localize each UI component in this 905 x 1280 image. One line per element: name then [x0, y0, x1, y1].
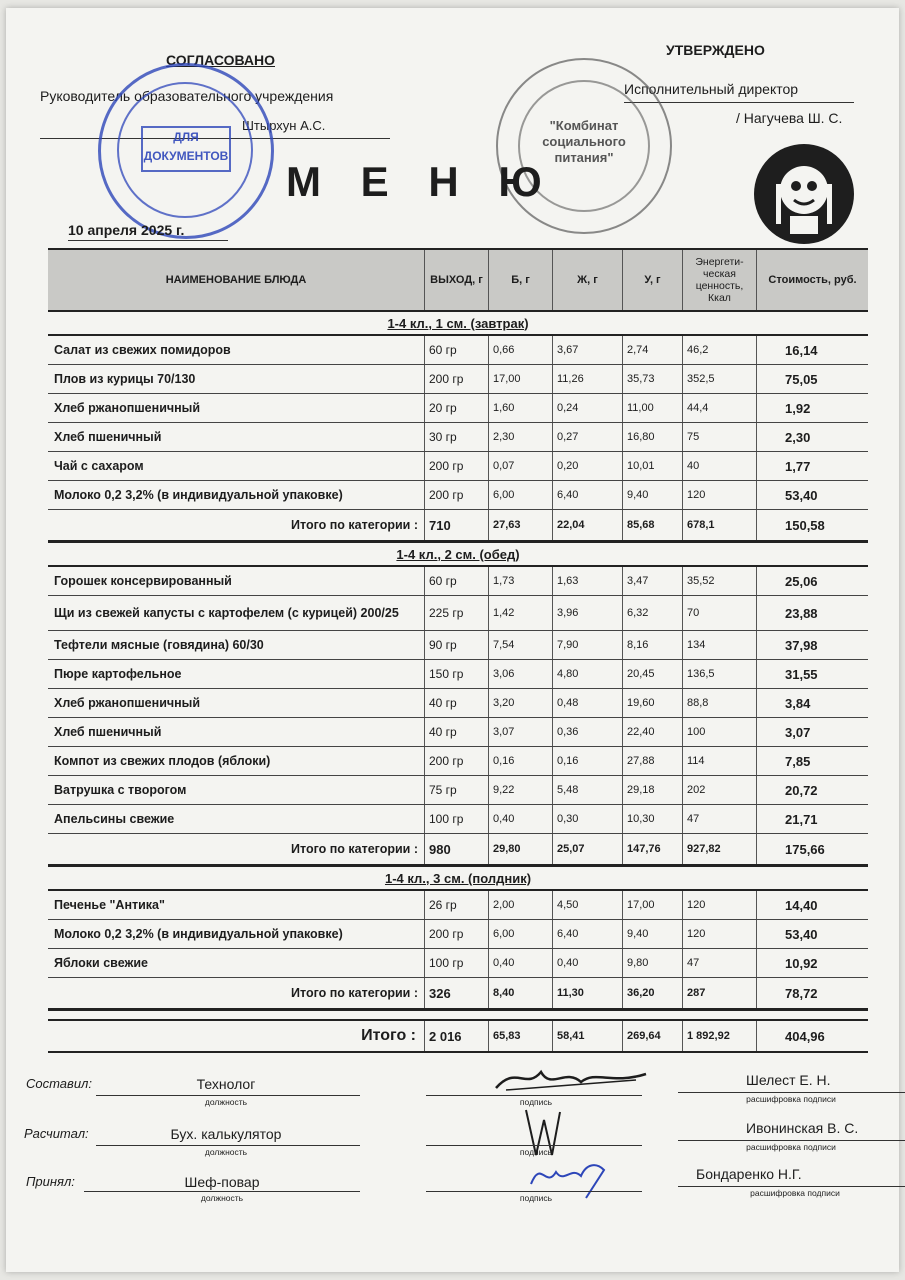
dish-name: Молоко 0,2 3,2% (в индивидуальной упаковке) — [54, 488, 343, 502]
dish-cost: 25,06 — [756, 567, 868, 595]
dish-cost: 75,05 — [756, 365, 868, 393]
category-total-zh: 22,04 — [552, 510, 622, 540]
dish-name: Ватрушка с творогом — [54, 783, 187, 797]
table-row — [48, 365, 868, 394]
table-row — [48, 718, 868, 747]
dish-output: 150 гр — [424, 660, 488, 688]
dish-output: 90 гр — [424, 631, 488, 659]
dish-carbs: 35,73 — [622, 365, 682, 393]
category-total-row — [48, 978, 868, 1011]
dish-protein: 3,20 — [488, 689, 552, 717]
category-total-zh: 25,07 — [552, 834, 622, 864]
dish-name: Пюре картофельное — [54, 667, 182, 681]
dish-name: Компот из свежих плодов (яблоки) — [54, 754, 271, 768]
dish-protein: 0,07 — [488, 452, 552, 480]
calculated-caption-signature: подпись — [519, 1147, 553, 1157]
dish-cost: 1,77 — [756, 452, 868, 480]
dish-protein: 0,40 — [488, 949, 552, 977]
accepted-name-line — [678, 1186, 905, 1187]
category-total-label: Итого по категории : — [291, 986, 418, 1000]
dish-fat: 0,20 — [552, 452, 622, 480]
category-total-b: 29,80 — [488, 834, 552, 864]
dish-carbs: 22,40 — [622, 718, 682, 746]
dish-energy: 44,4 — [682, 394, 756, 422]
date-line — [68, 240, 228, 241]
dish-carbs: 9,40 — [622, 481, 682, 509]
dish-name: Салат из свежих помидоров — [54, 343, 231, 357]
dish-fat: 0,48 — [552, 689, 622, 717]
header-zh: Ж, г — [552, 250, 622, 310]
header-energy: Энергети-ческая ценность, Ккал — [682, 250, 756, 310]
dish-protein: 1,73 — [488, 567, 552, 595]
dish-protein: 2,00 — [488, 891, 552, 919]
dish-protein: 0,66 — [488, 336, 552, 364]
composed-signature-line — [426, 1095, 642, 1096]
dish-fat: 3,96 — [552, 596, 622, 630]
dish-protein: 1,60 — [488, 394, 552, 422]
dish-energy: 47 — [682, 949, 756, 977]
dish-carbs: 2,74 — [622, 336, 682, 364]
section-title: 1-4 кл., 1 см. (завтрак) — [48, 312, 868, 336]
dish-fat: 4,80 — [552, 660, 622, 688]
dish-output: 200 гр — [424, 365, 488, 393]
composed-caption-signature: подпись — [519, 1097, 553, 1107]
dish-output: 75 гр — [424, 776, 488, 804]
dish-name: Тефтели мясные (говядина) 60/30 — [54, 638, 264, 652]
grand-total-label: Итого : — [361, 1027, 416, 1044]
dish-energy: 136,5 — [682, 660, 756, 688]
approval-left-title: СОГЛАСОВАНО — [166, 52, 275, 68]
dish-carbs: 11,00 — [622, 394, 682, 422]
calculated-role: Бух. калькулятор — [170, 1126, 282, 1142]
dish-output: 26 гр — [424, 891, 488, 919]
dish-energy: 100 — [682, 718, 756, 746]
composed-role: Технолог — [196, 1076, 256, 1092]
dish-output: 100 гр — [424, 805, 488, 833]
dish-output: 60 гр — [424, 336, 488, 364]
table-row — [48, 336, 868, 365]
dish-fat: 11,26 — [552, 365, 622, 393]
category-total-energy: 287 — [682, 978, 756, 1008]
category-total-b: 8,40 — [488, 978, 552, 1008]
approval-left-role: Руководитель образовательного учреждения — [40, 88, 334, 104]
composed-caption-decode: расшифровка подписи — [746, 1094, 836, 1104]
approval-right-title: УТВЕРЖДЕНО — [666, 42, 765, 58]
dish-protein: 6,00 — [488, 920, 552, 948]
dish-cost: 21,71 — [756, 805, 868, 833]
category-total-out: 326 — [424, 978, 488, 1008]
dish-energy: 88,8 — [682, 689, 756, 717]
dish-protein: 17,00 — [488, 365, 552, 393]
grand-total-separator — [48, 1011, 868, 1021]
calculated-name: Ивонинская В. С. — [746, 1120, 859, 1136]
dish-fat: 5,48 — [552, 776, 622, 804]
table-header-row — [48, 248, 868, 312]
dish-output: 40 гр — [424, 689, 488, 717]
category-total-out: 710 — [424, 510, 488, 540]
dish-protein: 3,06 — [488, 660, 552, 688]
dish-output: 200 гр — [424, 481, 488, 509]
dish-fat: 6,40 — [552, 481, 622, 509]
dish-fat: 0,16 — [552, 747, 622, 775]
dish-cost: 1,92 — [756, 394, 868, 422]
round-stamp-left — [98, 63, 274, 239]
category-total-cost: 175,66 — [756, 834, 868, 864]
accepted-name: Бондаренко Н.Г. — [696, 1166, 802, 1182]
category-total-row — [48, 510, 868, 543]
dish-fat: 0,36 — [552, 718, 622, 746]
table-row — [48, 660, 868, 689]
dish-name: Плов из курицы 70/130 — [54, 372, 196, 386]
approval-right-name: / Нагучева Ш. С. — [736, 110, 843, 126]
accepted-signature-line — [426, 1191, 642, 1192]
grand-total-energy: 1 892,92 — [682, 1021, 756, 1051]
composed-signature-icon — [486, 1060, 656, 1100]
composed-name: Шелест Е. Н. — [746, 1072, 831, 1088]
dish-output: 30 гр — [424, 423, 488, 451]
composed-name-line — [678, 1092, 905, 1093]
dish-energy: 120 — [682, 481, 756, 509]
dish-fat: 4,50 — [552, 891, 622, 919]
approval-right-role: Исполнительный директор — [624, 81, 799, 97]
stamp-text-line3: питания" — [554, 150, 614, 165]
category-total-u: 36,20 — [622, 978, 682, 1008]
table-row — [48, 776, 868, 805]
dish-fat: 1,63 — [552, 567, 622, 595]
dish-fat: 3,67 — [552, 336, 622, 364]
dish-cost: 3,84 — [756, 689, 868, 717]
calculated-role-line — [96, 1145, 360, 1146]
stamp-text-line2: социального — [542, 134, 626, 149]
header-name: НАИМЕНОВАНИЕ БЛЮДА — [165, 274, 307, 286]
dish-fat: 7,90 — [552, 631, 622, 659]
calculated-caption-decode: расшифровка подписи — [746, 1142, 836, 1152]
dish-energy: 134 — [682, 631, 756, 659]
dish-name: Молоко 0,2 3,2% (в индивидуальной упаковке) — [54, 927, 343, 941]
table-row — [48, 805, 868, 834]
header-u: У, г — [622, 250, 682, 310]
header-b: Б, г — [488, 250, 552, 310]
dish-carbs: 10,01 — [622, 452, 682, 480]
dish-carbs: 10,30 — [622, 805, 682, 833]
dish-carbs: 20,45 — [622, 660, 682, 688]
round-stamp-right — [496, 58, 672, 234]
category-total-cost: 78,72 — [756, 978, 868, 1008]
table-row — [48, 920, 868, 949]
dish-name: Апельсины свежие — [54, 812, 175, 826]
table-row — [48, 452, 868, 481]
dish-name: Хлеб пшеничный — [54, 725, 162, 739]
dish-output: 200 гр — [424, 452, 488, 480]
dish-cost: 10,92 — [756, 949, 868, 977]
table-row — [48, 481, 868, 510]
table-body — [48, 312, 868, 1011]
approval-left-name: Штырхун А.С. — [242, 118, 326, 133]
grand-total-row — [48, 1021, 868, 1053]
dish-carbs: 27,88 — [622, 747, 682, 775]
stamp-box-line1: ДЛЯ — [173, 130, 199, 144]
stamp-box-line2: ДОКУМЕНТОВ — [143, 149, 229, 163]
dish-protein: 0,16 — [488, 747, 552, 775]
menu-date: 10 апреля 2025 г. — [68, 222, 185, 238]
calculated-signature-line — [426, 1145, 642, 1146]
calculated-label: Расчитал: — [24, 1126, 89, 1141]
mascot-logo-icon — [754, 144, 854, 244]
dish-name: Хлеб ржанопшеничный — [54, 401, 201, 415]
accepted-caption-position: должность — [200, 1193, 244, 1203]
category-total-b: 27,63 — [488, 510, 552, 540]
category-total-u: 147,76 — [622, 834, 682, 864]
dish-cost: 23,88 — [756, 596, 868, 630]
dish-carbs: 29,18 — [622, 776, 682, 804]
dish-carbs: 19,60 — [622, 689, 682, 717]
header-cost: Стоимость, руб. — [756, 250, 868, 310]
dish-carbs: 3,47 — [622, 567, 682, 595]
document-page — [6, 8, 899, 1272]
dish-protein: 2,30 — [488, 423, 552, 451]
dish-protein: 7,54 — [488, 631, 552, 659]
dish-cost: 14,40 — [756, 891, 868, 919]
dish-protein: 6,00 — [488, 481, 552, 509]
dish-protein: 3,07 — [488, 718, 552, 746]
accepted-label: Принял: — [26, 1174, 75, 1189]
stamp-text-line1: "Комбинат — [549, 118, 619, 133]
composed-caption-position: должность — [204, 1097, 248, 1107]
dish-energy: 202 — [682, 776, 756, 804]
dish-energy: 75 — [682, 423, 756, 451]
category-total-energy: 927,82 — [682, 834, 756, 864]
dish-output: 200 гр — [424, 747, 488, 775]
accepted-role: Шеф-повар — [184, 1174, 260, 1190]
dish-carbs: 17,00 — [622, 891, 682, 919]
dish-cost: 20,72 — [756, 776, 868, 804]
dish-energy: 120 — [682, 920, 756, 948]
grand-total-zh: 58,41 — [552, 1021, 622, 1051]
accepted-caption-signature: подпись — [519, 1193, 553, 1203]
calculated-name-line — [678, 1140, 905, 1141]
table-row — [48, 394, 868, 423]
category-total-out: 980 — [424, 834, 488, 864]
table-row — [48, 596, 868, 631]
dish-cost: 16,14 — [756, 336, 868, 364]
dish-energy: 40 — [682, 452, 756, 480]
category-total-energy: 678,1 — [682, 510, 756, 540]
dish-energy: 46,2 — [682, 336, 756, 364]
dish-cost: 2,30 — [756, 423, 868, 451]
header-out: ВЫХОД, г — [424, 250, 488, 310]
category-total-u: 85,68 — [622, 510, 682, 540]
dish-carbs: 6,32 — [622, 596, 682, 630]
table-row — [48, 567, 868, 596]
dish-carbs: 8,16 — [622, 631, 682, 659]
dish-name: Хлеб пшеничный — [54, 430, 162, 444]
dish-cost: 7,85 — [756, 747, 868, 775]
dish-energy: 47 — [682, 805, 756, 833]
dish-carbs: 9,80 — [622, 949, 682, 977]
table-row — [48, 747, 868, 776]
dish-fat: 0,40 — [552, 949, 622, 977]
table-row — [48, 689, 868, 718]
dish-protein: 1,42 — [488, 596, 552, 630]
grand-total-u: 269,64 — [622, 1021, 682, 1051]
dish-output: 200 гр — [424, 920, 488, 948]
composed-role-line — [96, 1095, 360, 1096]
dish-protein: 9,22 — [488, 776, 552, 804]
category-total-label: Итого по категории : — [291, 518, 418, 532]
grand-total-b: 65,83 — [488, 1021, 552, 1051]
dish-name: Горошек консервированный — [54, 574, 232, 588]
dish-energy: 35,52 — [682, 567, 756, 595]
category-total-zh: 11,30 — [552, 978, 622, 1008]
dish-energy: 352,5 — [682, 365, 756, 393]
dish-fat: 0,27 — [552, 423, 622, 451]
page-title: М Е Н Ю — [286, 158, 556, 205]
dish-carbs: 16,80 — [622, 423, 682, 451]
dish-cost: 53,40 — [756, 481, 868, 509]
dish-protein: 0,40 — [488, 805, 552, 833]
dish-name: Чай с сахаром — [54, 459, 144, 473]
dish-output: 225 гр — [424, 596, 488, 630]
dish-name: Яблоки свежие — [54, 956, 148, 970]
dish-output: 40 гр — [424, 718, 488, 746]
dish-cost: 37,98 — [756, 631, 868, 659]
dish-cost: 3,07 — [756, 718, 868, 746]
table-row — [48, 631, 868, 660]
section-title: 1-4 кл., 3 см. (полдник) — [48, 867, 868, 891]
dish-name: Хлеб ржанопшеничный — [54, 696, 201, 710]
category-total-row — [48, 834, 868, 867]
dish-fat: 6,40 — [552, 920, 622, 948]
table-row — [48, 891, 868, 920]
dish-carbs: 9,40 — [622, 920, 682, 948]
category-total-cost: 150,58 — [756, 510, 868, 540]
dish-fat: 0,24 — [552, 394, 622, 422]
dish-name: Щи из свежей капусты с картофелем (с курицей) 200/25 — [54, 606, 399, 620]
accepted-caption-decode: расшифровка подписи — [750, 1188, 840, 1198]
dish-output: 100 гр — [424, 949, 488, 977]
grand-total-out: 2 016 — [424, 1021, 488, 1051]
section-title: 1-4 кл., 2 см. (обед) — [48, 543, 868, 567]
dish-energy: 114 — [682, 747, 756, 775]
dish-output: 60 гр — [424, 567, 488, 595]
dish-output: 20 гр — [424, 394, 488, 422]
table-row — [48, 949, 868, 978]
composed-label: Составил: — [26, 1076, 92, 1091]
dish-cost: 31,55 — [756, 660, 868, 688]
calculated-caption-position: должность — [204, 1147, 248, 1157]
grand-total-cost: 404,96 — [756, 1021, 868, 1051]
dish-name: Печенье "Антика" — [54, 898, 165, 912]
dish-cost: 53,40 — [756, 920, 868, 948]
table-row — [48, 423, 868, 452]
accepted-role-line — [84, 1191, 360, 1192]
dish-energy: 120 — [682, 891, 756, 919]
dish-fat: 0,30 — [552, 805, 622, 833]
dish-energy: 70 — [682, 596, 756, 630]
category-total-label: Итого по категории : — [291, 842, 418, 856]
menu-table — [48, 248, 868, 1053]
